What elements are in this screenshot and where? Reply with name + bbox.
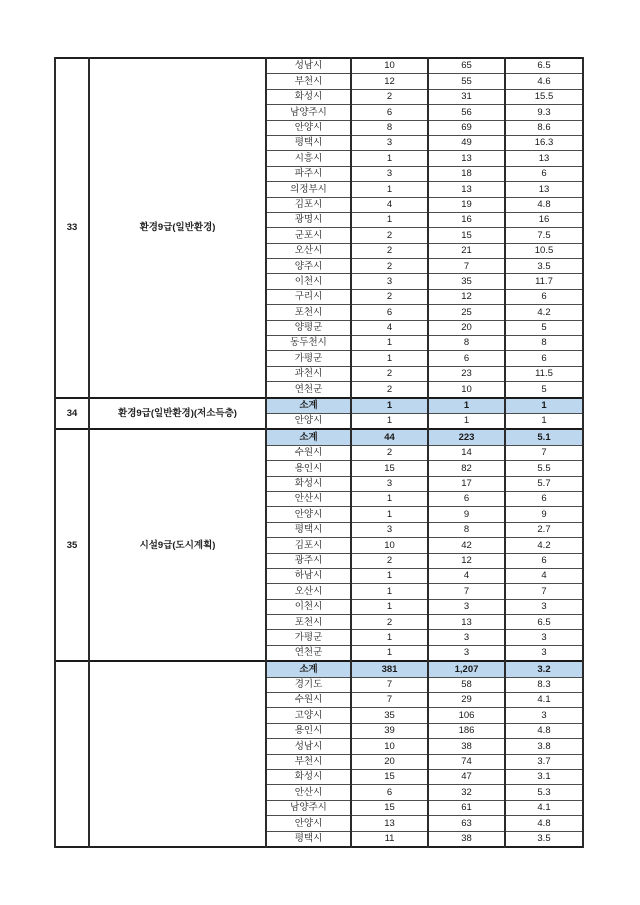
- value-cell-3: 11.5: [505, 366, 583, 381]
- district-cell: 용인시: [266, 723, 351, 738]
- value-cell-2: 31: [428, 89, 505, 104]
- value-cell-2: 25: [428, 305, 505, 320]
- value-cell-2: 186: [428, 723, 505, 738]
- section-number-cell: [55, 661, 89, 847]
- value-cell-1: 1: [351, 645, 428, 661]
- district-cell: 동두천시: [266, 336, 351, 351]
- value-cell-2: 3: [428, 630, 505, 645]
- district-cell: 안양시: [266, 816, 351, 831]
- allocation-table-body: [55, 58, 583, 847]
- district-cell: 화성시: [266, 89, 351, 104]
- value-cell-1: 15: [351, 800, 428, 815]
- value-cell-2: 21: [428, 243, 505, 258]
- value-cell-2: 8: [428, 522, 505, 537]
- value-cell-2: 32: [428, 785, 505, 800]
- value-cell-3: 5: [505, 320, 583, 335]
- value-cell-3: 4.1: [505, 800, 583, 815]
- value-cell-2: 56: [428, 105, 505, 120]
- value-cell-1: 13: [351, 816, 428, 831]
- district-cell: 연천군: [266, 645, 351, 661]
- value-cell-2: 49: [428, 135, 505, 150]
- value-cell-1: 4: [351, 197, 428, 212]
- district-cell: 경기도: [266, 677, 351, 692]
- district-cell: 수원시: [266, 445, 351, 460]
- district-cell: 안양시: [266, 507, 351, 522]
- district-cell: 부천시: [266, 754, 351, 769]
- value-cell-3: 5.5: [505, 461, 583, 476]
- value-cell-3: 6.5: [505, 615, 583, 630]
- value-cell-3: 4.2: [505, 305, 583, 320]
- district-cell: 파주시: [266, 166, 351, 181]
- value-cell-3: 4.2: [505, 538, 583, 553]
- value-cell-3: 8.6: [505, 120, 583, 135]
- district-cell: 하남시: [266, 568, 351, 583]
- value-cell-1: 3: [351, 135, 428, 150]
- value-cell-3: 6: [505, 351, 583, 366]
- value-cell-1: 6: [351, 105, 428, 120]
- section-number-cell: 35: [55, 429, 89, 661]
- value-cell-1: 2: [351, 615, 428, 630]
- district-cell: 남양주시: [266, 800, 351, 815]
- value-cell-1: 3: [351, 476, 428, 491]
- value-cell-1: 12: [351, 74, 428, 89]
- value-cell-1: 44: [351, 429, 428, 445]
- value-cell-2: 38: [428, 831, 505, 847]
- district-cell: 성남시: [266, 58, 351, 74]
- value-cell-1: 3: [351, 522, 428, 537]
- value-cell-3: 6: [505, 166, 583, 181]
- allocation-table: [54, 57, 584, 848]
- value-cell-2: 13: [428, 182, 505, 197]
- value-cell-2: 6: [428, 351, 505, 366]
- value-cell-2: 17: [428, 476, 505, 491]
- value-cell-2: 13: [428, 615, 505, 630]
- value-cell-3: 1: [505, 398, 583, 414]
- value-cell-3: 3: [505, 599, 583, 614]
- value-cell-3: 5: [505, 382, 583, 398]
- value-cell-1: 15: [351, 769, 428, 784]
- value-cell-2: 12: [428, 553, 505, 568]
- value-cell-1: 1: [351, 336, 428, 351]
- district-cell: 포천시: [266, 615, 351, 630]
- value-cell-3: 7: [505, 584, 583, 599]
- value-cell-2: 9: [428, 507, 505, 522]
- district-cell: 안산시: [266, 785, 351, 800]
- district-cell: 화성시: [266, 476, 351, 491]
- value-cell-1: 2: [351, 228, 428, 243]
- district-cell: 용인시: [266, 461, 351, 476]
- value-cell-1: 6: [351, 305, 428, 320]
- value-cell-1: 2: [351, 243, 428, 258]
- district-cell: 안양시: [266, 413, 351, 429]
- subtotal-row: [55, 661, 583, 677]
- value-cell-1: 11: [351, 831, 428, 847]
- value-cell-1: 8: [351, 120, 428, 135]
- value-cell-2: 4: [428, 568, 505, 583]
- value-cell-3: 8: [505, 336, 583, 351]
- value-cell-1: 10: [351, 538, 428, 553]
- value-cell-3: 9.3: [505, 105, 583, 120]
- value-cell-1: 6: [351, 785, 428, 800]
- district-cell: 평택시: [266, 522, 351, 537]
- district-cell: 이천시: [266, 274, 351, 289]
- value-cell-1: 1: [351, 507, 428, 522]
- section-category-cell: 시설9급(도시계획): [89, 429, 266, 661]
- value-cell-1: 1: [351, 599, 428, 614]
- value-cell-2: 19: [428, 197, 505, 212]
- value-cell-1: 2: [351, 366, 428, 381]
- value-cell-3: 11.7: [505, 274, 583, 289]
- district-cell: 남양주시: [266, 105, 351, 120]
- value-cell-1: 35: [351, 708, 428, 723]
- value-cell-2: 18: [428, 166, 505, 181]
- section-number-cell: 34: [55, 398, 89, 430]
- value-cell-3: 8.3: [505, 677, 583, 692]
- value-cell-3: 4: [505, 568, 583, 583]
- value-cell-2: 3: [428, 599, 505, 614]
- value-cell-3: 6: [505, 553, 583, 568]
- value-cell-1: 4: [351, 320, 428, 335]
- value-cell-3: 16.3: [505, 135, 583, 150]
- district-cell: 양주시: [266, 259, 351, 274]
- value-cell-2: 13: [428, 151, 505, 166]
- value-cell-3: 10.5: [505, 243, 583, 258]
- value-cell-1: 7: [351, 693, 428, 708]
- district-cell: 과천시: [266, 366, 351, 381]
- value-cell-2: 1: [428, 413, 505, 429]
- district-cell: 부천시: [266, 74, 351, 89]
- value-cell-1: 1: [351, 182, 428, 197]
- value-cell-2: 106: [428, 708, 505, 723]
- district-cell: 양평군: [266, 320, 351, 335]
- value-cell-3: 3.8: [505, 739, 583, 754]
- section-category-cell: 환경9급(일반환경)(저소득층): [89, 398, 266, 430]
- value-cell-1: 2: [351, 553, 428, 568]
- district-cell: 고양시: [266, 708, 351, 723]
- value-cell-3: 5.3: [505, 785, 583, 800]
- value-cell-2: 1: [428, 398, 505, 414]
- value-cell-2: 8: [428, 336, 505, 351]
- value-cell-2: 65: [428, 58, 505, 74]
- table-row: [55, 58, 583, 74]
- value-cell-3: 13: [505, 151, 583, 166]
- value-cell-3: 3.5: [505, 259, 583, 274]
- district-cell: 가평군: [266, 630, 351, 645]
- value-cell-3: 6: [505, 289, 583, 304]
- value-cell-2: 38: [428, 739, 505, 754]
- subtotal-label-cell: 소계: [266, 398, 351, 414]
- section-category-cell: 환경9급(일반환경): [89, 58, 266, 398]
- value-cell-3: 4.8: [505, 816, 583, 831]
- value-cell-2: 3: [428, 645, 505, 661]
- value-cell-1: 1: [351, 568, 428, 583]
- district-cell: 가평군: [266, 351, 351, 366]
- value-cell-3: 6.5: [505, 58, 583, 74]
- district-cell: 평택시: [266, 135, 351, 150]
- district-cell: 이천시: [266, 599, 351, 614]
- subtotal-row: [55, 398, 583, 414]
- value-cell-1: 7: [351, 677, 428, 692]
- value-cell-3: 4.8: [505, 723, 583, 738]
- district-cell: 연천군: [266, 382, 351, 398]
- value-cell-1: 10: [351, 739, 428, 754]
- value-cell-2: 7: [428, 584, 505, 599]
- value-cell-3: 4.6: [505, 74, 583, 89]
- value-cell-3: 16: [505, 212, 583, 227]
- value-cell-1: 1: [351, 151, 428, 166]
- value-cell-1: 1: [351, 630, 428, 645]
- value-cell-2: 10: [428, 382, 505, 398]
- district-cell: 김포시: [266, 538, 351, 553]
- value-cell-3: 3.1: [505, 769, 583, 784]
- district-cell: 오산시: [266, 243, 351, 258]
- subtotal-label-cell: 소계: [266, 661, 351, 677]
- value-cell-2: 14: [428, 445, 505, 460]
- value-cell-3: 7: [505, 445, 583, 460]
- value-cell-1: 1: [351, 212, 428, 227]
- value-cell-1: 2: [351, 445, 428, 460]
- value-cell-3: 3: [505, 645, 583, 661]
- value-cell-3: 4.8: [505, 197, 583, 212]
- value-cell-3: 5.7: [505, 476, 583, 491]
- district-cell: 김포시: [266, 197, 351, 212]
- value-cell-2: 7: [428, 259, 505, 274]
- district-cell: 수원시: [266, 693, 351, 708]
- value-cell-2: 47: [428, 769, 505, 784]
- value-cell-1: 1: [351, 584, 428, 599]
- value-cell-3: 13: [505, 182, 583, 197]
- value-cell-1: 1: [351, 398, 428, 414]
- value-cell-1: 2: [351, 382, 428, 398]
- value-cell-2: 223: [428, 429, 505, 445]
- value-cell-2: 82: [428, 461, 505, 476]
- value-cell-3: 5.1: [505, 429, 583, 445]
- value-cell-2: 69: [428, 120, 505, 135]
- value-cell-1: 10: [351, 58, 428, 74]
- district-cell: 오산시: [266, 584, 351, 599]
- value-cell-2: 6: [428, 491, 505, 506]
- value-cell-1: 39: [351, 723, 428, 738]
- value-cell-3: 3: [505, 630, 583, 645]
- district-cell: 광명시: [266, 212, 351, 227]
- value-cell-1: 1: [351, 491, 428, 506]
- district-cell: 포천시: [266, 305, 351, 320]
- value-cell-3: 3.2: [505, 661, 583, 677]
- value-cell-3: 6: [505, 491, 583, 506]
- value-cell-1: 381: [351, 661, 428, 677]
- value-cell-3: 3: [505, 708, 583, 723]
- value-cell-2: 58: [428, 677, 505, 692]
- value-cell-1: 15: [351, 461, 428, 476]
- value-cell-2: 29: [428, 693, 505, 708]
- value-cell-2: 1,207: [428, 661, 505, 677]
- value-cell-2: 74: [428, 754, 505, 769]
- value-cell-2: 42: [428, 538, 505, 553]
- value-cell-2: 15: [428, 228, 505, 243]
- value-cell-3: 4.1: [505, 693, 583, 708]
- value-cell-2: 63: [428, 816, 505, 831]
- subtotal-row: [55, 429, 583, 445]
- district-cell: 시흥시: [266, 151, 351, 166]
- section-number-cell: 33: [55, 58, 89, 398]
- value-cell-1: 2: [351, 89, 428, 104]
- value-cell-3: 2.7: [505, 522, 583, 537]
- value-cell-2: 55: [428, 74, 505, 89]
- value-cell-2: 61: [428, 800, 505, 815]
- value-cell-3: 9: [505, 507, 583, 522]
- value-cell-2: 20: [428, 320, 505, 335]
- district-cell: 성남시: [266, 739, 351, 754]
- district-cell: 군포시: [266, 228, 351, 243]
- value-cell-3: 15.5: [505, 89, 583, 104]
- district-cell: 평택시: [266, 831, 351, 847]
- district-cell: 안양시: [266, 120, 351, 135]
- district-cell: 안산시: [266, 491, 351, 506]
- value-cell-1: 20: [351, 754, 428, 769]
- value-cell-1: 2: [351, 259, 428, 274]
- value-cell-2: 16: [428, 212, 505, 227]
- value-cell-2: 23: [428, 366, 505, 381]
- section-category-cell: [89, 661, 266, 847]
- value-cell-1: 1: [351, 351, 428, 366]
- value-cell-3: 3.7: [505, 754, 583, 769]
- value-cell-2: 35: [428, 274, 505, 289]
- subtotal-label-cell: 소계: [266, 429, 351, 445]
- value-cell-1: 3: [351, 274, 428, 289]
- value-cell-1: 2: [351, 289, 428, 304]
- district-cell: 의정부시: [266, 182, 351, 197]
- district-cell: 구리시: [266, 289, 351, 304]
- district-cell: 광주시: [266, 553, 351, 568]
- value-cell-3: 7.5: [505, 228, 583, 243]
- value-cell-3: 3.5: [505, 831, 583, 847]
- value-cell-2: 12: [428, 289, 505, 304]
- value-cell-1: 3: [351, 166, 428, 181]
- value-cell-1: 1: [351, 413, 428, 429]
- district-cell: 화성시: [266, 769, 351, 784]
- value-cell-3: 1: [505, 413, 583, 429]
